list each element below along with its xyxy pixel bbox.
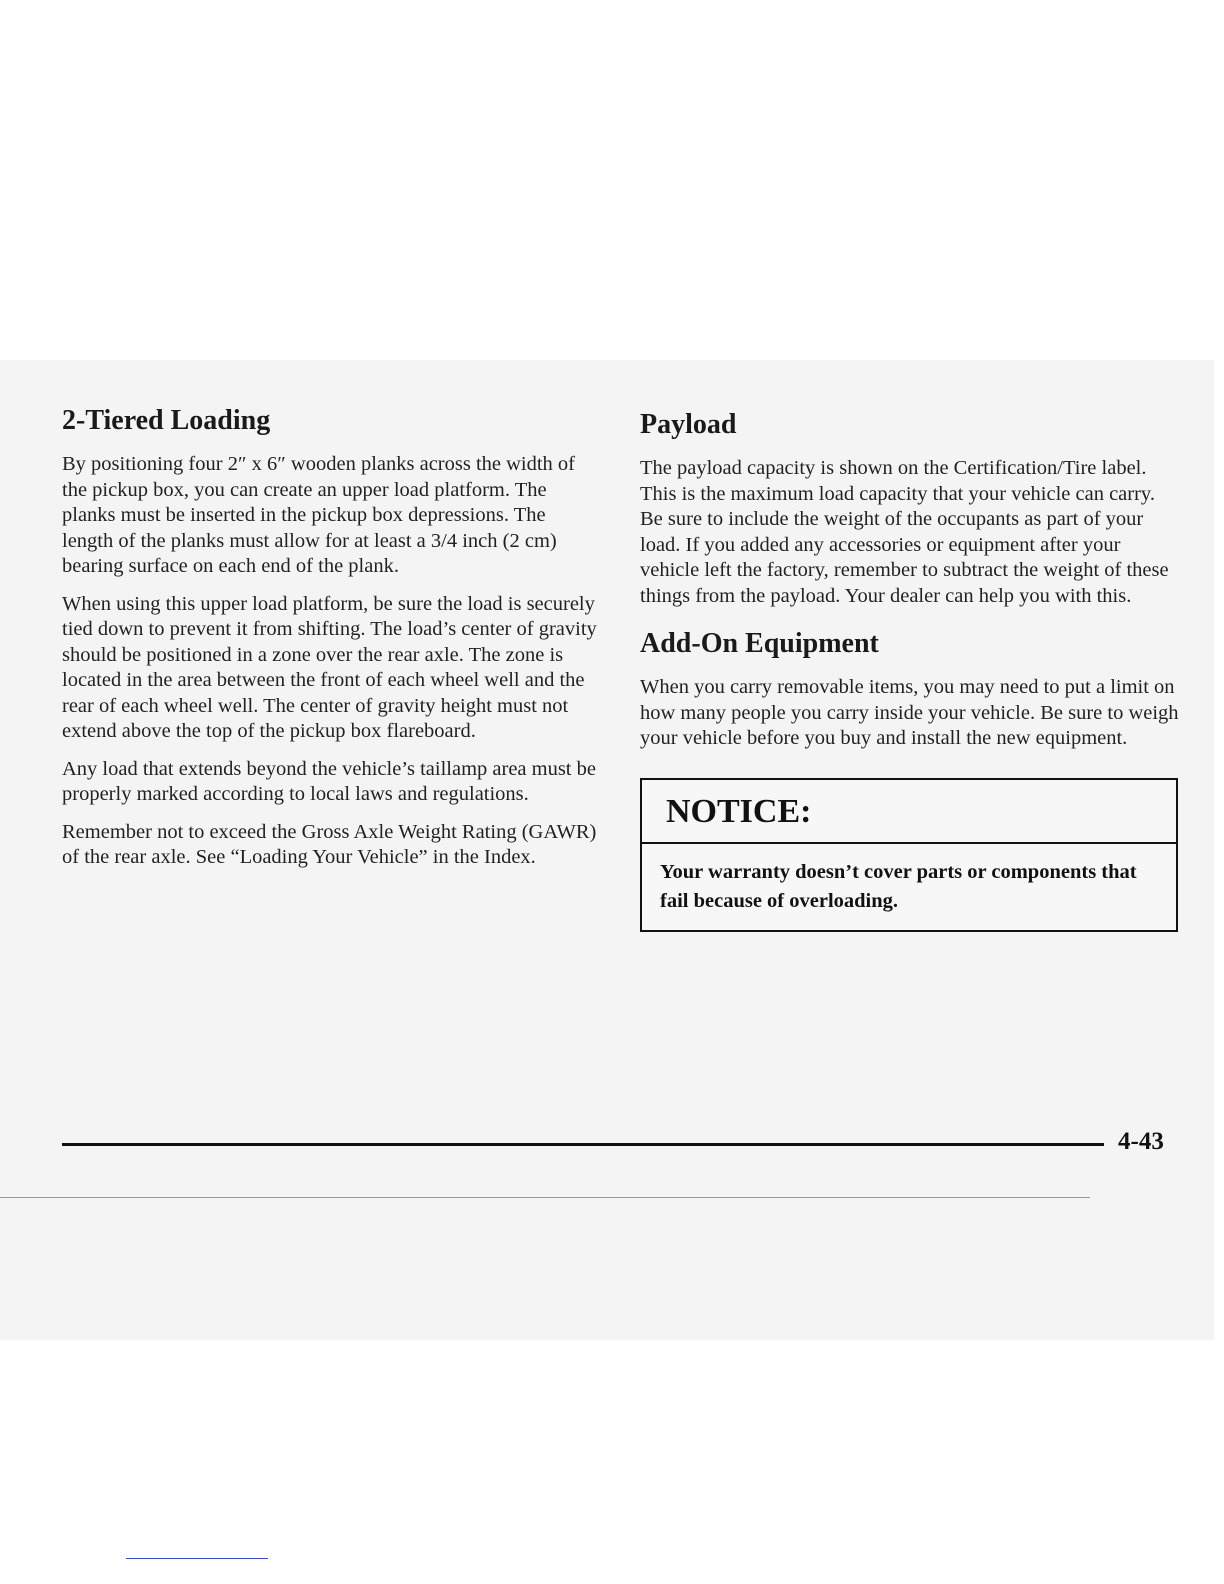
scan-edge-line	[0, 1197, 1090, 1198]
right-column	[640, 404, 1180, 932]
add-on-equipment-heading: Add-On Equipment	[640, 628, 879, 659]
page-number: 4-43	[1118, 1128, 1164, 1155]
notice-box	[640, 778, 1178, 932]
paragraph-taillamp: Any load that extends beyond the vehicle’s taillamp area must be properly marked according to local laws and regulations.	[62, 757, 596, 805]
add-on-equipment-paragraph: When you carry removable items, you may need to put a limit on how many people you carry inside your vehicle. Be sure to weigh your vehicle before you buy and install the new equipment.	[640, 676, 1179, 749]
left-column	[62, 404, 597, 883]
payload-heading: Payload	[640, 409, 737, 440]
footer-rule	[62, 1143, 1104, 1146]
paragraph-upper-platform: When using this upper load platform, be sure the load is securely tied down to prevent it from shifting. The load’s center of gravity should be positioned in a zone over the rear axle. The zone is located in the area between the front of each wheel well and the rear of each wheel well. The center of gravity height must not extend above the top of the pickup box flareboard.	[62, 592, 597, 742]
bottom-underline	[126, 1558, 268, 1559]
payload-paragraph: The payload capacity is shown on the Certification/Tire label. This is the maximum load capacity that your vehicle can carry. Be sure to include the weight of the occupants as part of your load. If you added any accessories or equipment after your vehicle left the factory, remember to subtract the weight of these things from the payload. Your dealer can help you with this.	[640, 457, 1169, 607]
paragraph-gawr: Remember not to exceed the Gross Axle Weight Rating (GAWR) of the rear axle. See “Loading Your Vehicle” in the Index.	[62, 820, 597, 868]
two-tiered-loading-heading: 2-Tiered Loading	[62, 405, 271, 436]
paragraph-planks: By positioning four 2″ x 6″ wooden planks across the width of the pickup box, you can create an upper load platform. The planks must be inserted in the pickup box depressions. The length of the planks must allow for at least a 3/4 inch (2 cm) bearing surface on each end of the plank.	[62, 453, 576, 577]
notice-title: NOTICE:	[642, 780, 1176, 844]
notice-text: Your warranty doesn’t cover parts or components that fail because of overloading.	[660, 860, 1137, 912]
